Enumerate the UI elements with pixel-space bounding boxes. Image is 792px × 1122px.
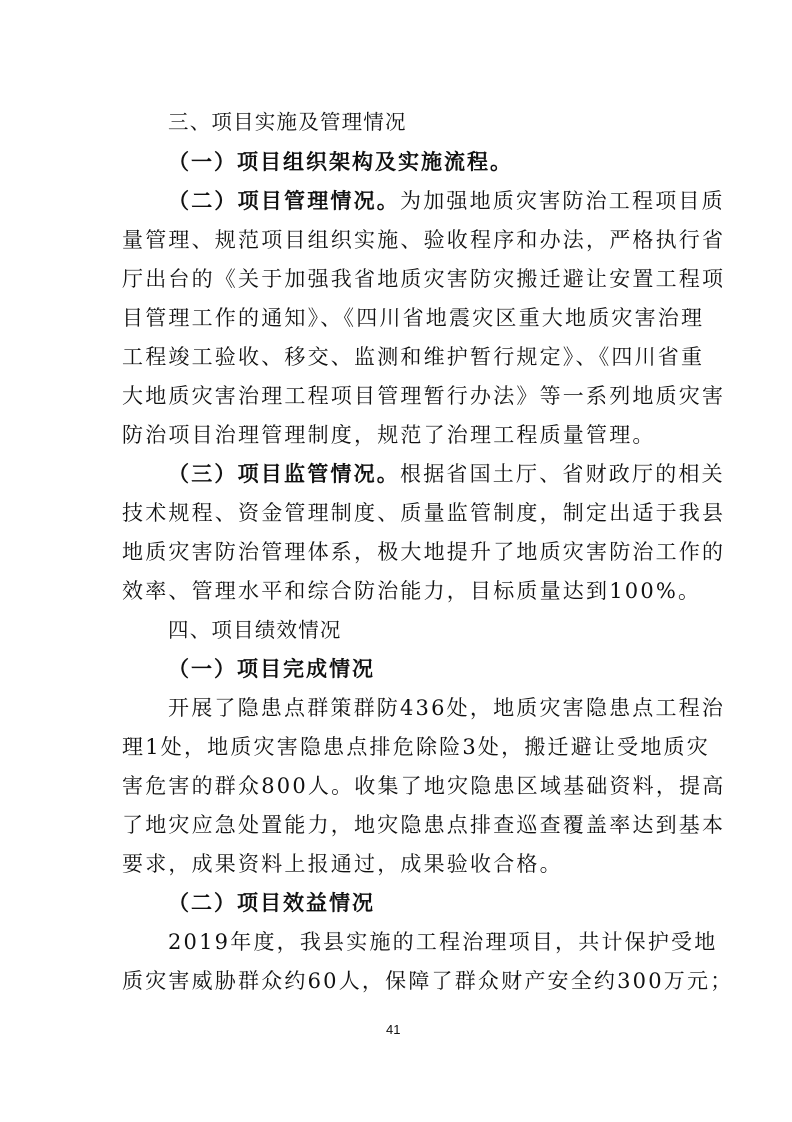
- paragraph-line: 效率、管理水平和综合防治能力，目标质量达到100%。: [122, 579, 702, 603]
- paragraph-line: 大地质灾害治理工程项目管理暂行办法》等一系列地质灾害: [122, 384, 726, 408]
- paragraph-line: 要求，成果资料上报通过，成果验收合格。: [122, 852, 563, 876]
- paragraph-supervision-line: [168, 461, 725, 487]
- subsection-title-supervision: （三）项目监管情况。: [168, 461, 400, 486]
- paragraph-line: 开展了隐患点群策群防436处，地质灾害隐患点工程治: [168, 696, 726, 720]
- subsection-title-management: （二）项目管理情况。: [168, 188, 400, 213]
- paragraph-line: 2019年度，我县实施的工程治理项目，共计保护受地: [168, 930, 718, 954]
- page-number: 41: [386, 1022, 401, 1037]
- paragraph-line: 地质灾害防治管理体系，极大地提升了地质灾害防治工作的: [122, 540, 726, 564]
- paragraph-line: 技术规程、资金管理制度、质量监管制度，制定出适于我县: [122, 501, 726, 525]
- paragraph-line: 质灾害威胁群众约60人，保障了群众财产安全约300万元；: [122, 969, 734, 993]
- paragraph-line: 了地灾应急处置能力，地灾隐患点排查巡查覆盖率达到基本: [122, 813, 726, 837]
- subsection-title-organization: （一）项目组织架构及实施流程。: [168, 149, 513, 174]
- paragraph-text: 为加强地质灾害防治工程项目质: [400, 189, 725, 213]
- paragraph-line: 目管理工作的通知》、《四川省地震灾区重大地质灾害治理: [122, 306, 705, 330]
- paragraph-line: 理1处，地质灾害隐患点排危除险3处，搬迁避让受地质灾: [122, 735, 710, 759]
- paragraph-text: 根据省国土厅、省财政厅的相关: [400, 462, 725, 486]
- paragraph-management-line: [168, 188, 725, 214]
- paragraph-line: 量管理、规范项目组织实施、验收程序和办法，严格执行省: [122, 228, 726, 252]
- paragraph-line: 防治项目治理管理制度，规范了治理工程质量管理。: [122, 423, 656, 447]
- paragraph-line: 害危害的群众800人。收集了地灾隐患区域基础资料，提高: [122, 774, 726, 798]
- paragraph-line: 工程竣工验收、移交、监测和维护暂行规定》、《四川省重: [122, 345, 705, 369]
- subsection-title-completion: （一）项目完成情况: [168, 656, 375, 681]
- section-heading-four: 四、项目绩效情况: [168, 618, 342, 642]
- section-heading-three: 三、项目实施及管理情况: [168, 110, 407, 134]
- paragraph-line: 厅出台的《关于加强我省地质灾害防灾搬迁避让安置工程项: [122, 267, 726, 291]
- subsection-title-benefit: （二）项目效益情况: [168, 890, 375, 915]
